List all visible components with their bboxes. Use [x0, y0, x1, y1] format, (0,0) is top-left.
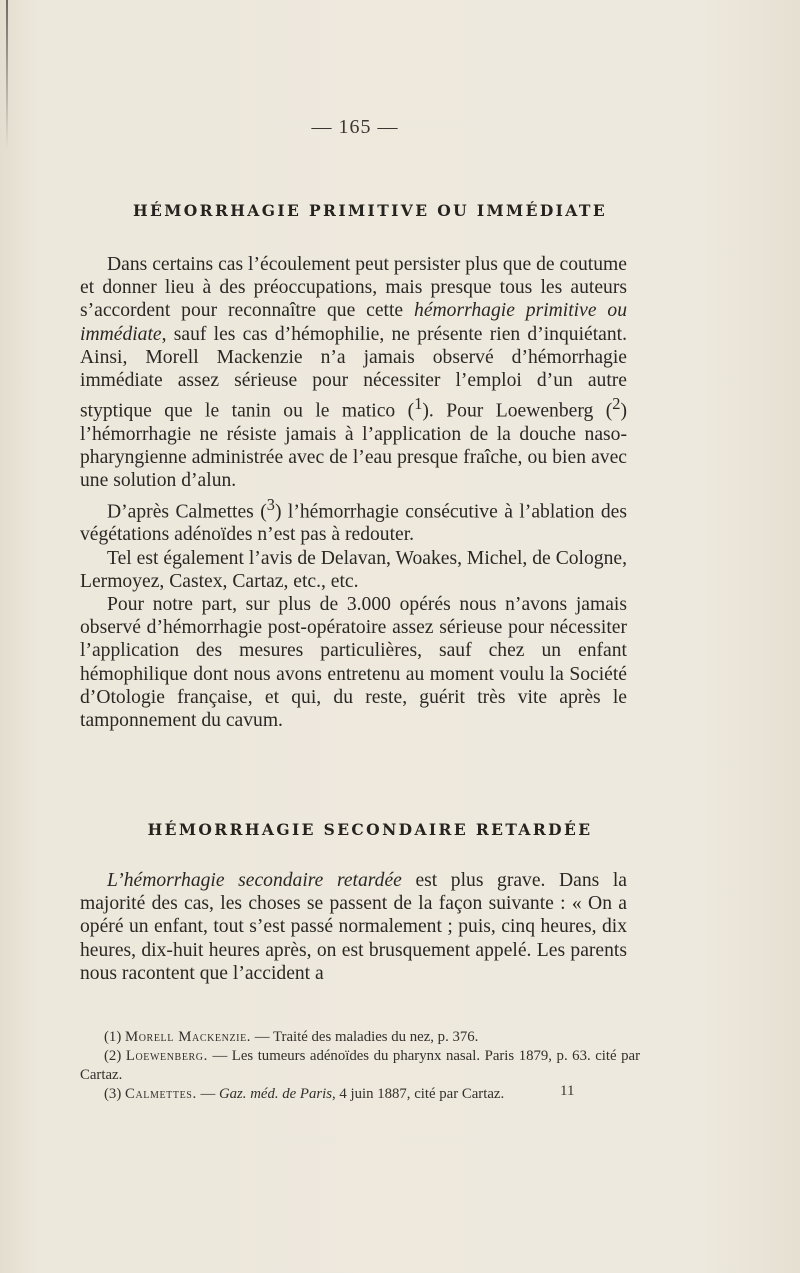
paragraph: L’hémorrhagie secondaire retardée est plus grave. Dans la majorité des cas, les choses se passent de la façon suivante : « On a opéré un enfant, tout s’est passé normalement ; puis, cinq heures, dix heures, dix-huit heures après, on est brusquement appelé. Les parents nous racontent que l’accident a [80, 870, 627, 984]
section-primary-body [80, 253, 627, 732]
footnote-ref: 1 [414, 394, 423, 414]
footnotes [80, 1028, 640, 1104]
italic-term: hémorrhagie primitive ou immédiate [80, 300, 628, 345]
paragraph: Pour notre part, sur plus de 3.000 opérés nous n’avons jamais observé d’hémorrhagie post-opératoire assez sérieuse pour nécessiter l’application des mesures particulières, sauf chez un enfant hémophilique dont nous avons entretenu au moment voulu la Société d’Otologie française, et qui, du reste, guérit très vite après le tamponnement du cavum. [80, 593, 627, 731]
footnote-ref: 3 [266, 494, 275, 514]
page-number: — 165 — [311, 116, 399, 138]
section-heading-primary: HÉMORRHAGIE PRIMITIVE OU IMMÉDIATE [132, 201, 608, 220]
paragraph: D’après Calmettes ($^3$) l’hémorrhagie consécutive à l’ablation des végétations adénoïdes n’est pas à redouter. [80, 494, 627, 546]
section-secondary-body [80, 869, 627, 985]
paragraph: Tel est également l’avis de Delavan, Woakes, Michel, de Cologne, Lermoyez, Castex, Cartaz, etc., etc. [80, 547, 627, 592]
footnote: (2) Loewenberg. — Les tumeurs adénoïdes du pharynx nasal. Paris 1879, p. 63. cité par Cartaz. [80, 1048, 640, 1083]
italic-term: L’hémorrhagie secondaire retardée [107, 870, 402, 891]
footnote-ref: 2 [612, 394, 621, 414]
paragraph: Dans certains cas l’écoulement peut persister plus que de coutume et donner lieu à des préoccupations, mais presque tous les auteurs s’accordent pour reconnaître que cette hémorrhagie primitive ou immédiate, sauf les cas d’hémophilie, ne présente rien d’inquiétant. Ainsi, Morell Mackenzie n’a jamais observé d’hémorrhagie immédiate assez sérieuse pour nécessiter l’emploi d’un autre styptique que le tanin ou le matico ($^1$). Pour Loewenberg ($^2$) l’hémorrhagie ne résiste jamais à l’application de la douche naso-pharyngienne administrée avec de l’eau presque fraîche, ou bien avec une solution d’alun. [80, 254, 628, 492]
footnote: (3) Calmettes. — Gaz. méd. de Paris, 4 juin 1887, cité par Cartaz. [104, 1086, 505, 1102]
footnote: (1) Morell Mackenzie. — Traité des maladies du nez, p. 376. [104, 1029, 479, 1045]
section-heading-secondary: HÉMORRHAGIE SECONDAIRE RETARDÉE [147, 820, 593, 839]
signature-mark: 11 [560, 1083, 575, 1099]
